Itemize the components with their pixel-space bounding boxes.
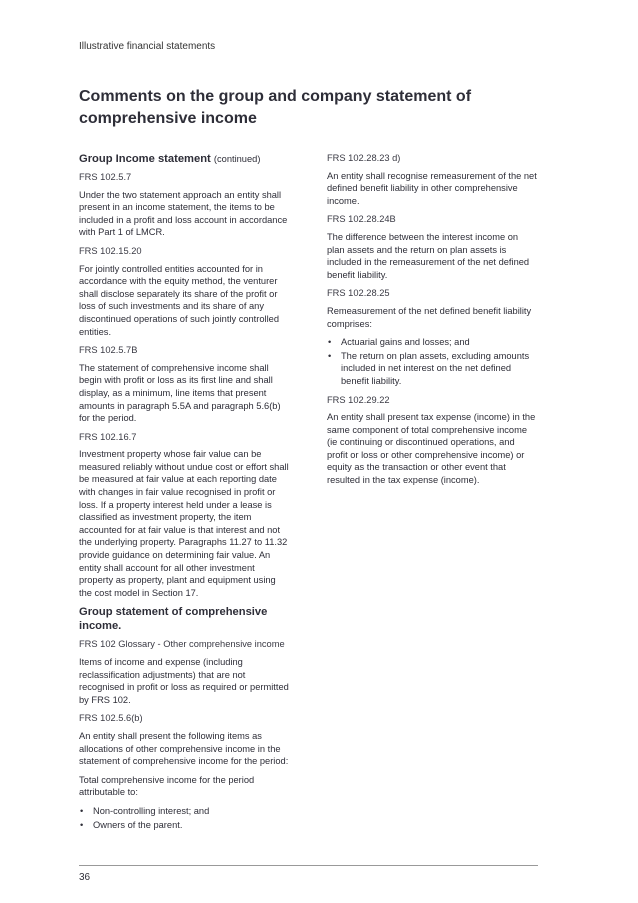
- frs-reference: FRS 102.5.7: [79, 172, 132, 182]
- list-item: • Actuarial gains and losses; and: [327, 336, 537, 349]
- list-item: • The return on plan assets, excluding amounts included in net interest on the net defined benefit liability.: [327, 350, 537, 388]
- paragraph: Items of income and expense (including reclassification adjustments) that are not recognised in profit or loss as required or permitted by FRS 102.: [79, 657, 289, 705]
- section-heading-comprehensive-income: Group statement of comprehensive income.: [79, 606, 268, 633]
- frs-reference: FRS 102.15.20: [79, 245, 142, 256]
- frs-reference: FRS 102.29.22: [327, 394, 390, 405]
- list-item: • Owners of the parent.: [79, 819, 289, 832]
- page-title: Comments on the group and company statement of comprehensive income: [79, 88, 472, 127]
- section-heading-income-statement: [79, 152, 289, 166]
- bullet-list: [79, 805, 289, 831]
- right-column: [327, 152, 537, 493]
- frs-reference: FRS 102.5.7B: [79, 345, 138, 356]
- frs-reference: FRS 102.5.6(b): [79, 713, 143, 724]
- frs-reference: FRS 102.28.25: [327, 288, 390, 299]
- frs-reference: FRS 102.28.24B: [327, 214, 396, 225]
- paragraph: Total comprehensive income for the period attributable to:: [79, 774, 255, 798]
- paragraph: The statement of comprehensive income shall begin with profit or loss as its first line and shall display, as a minimum, line items that present amounts in paragraph 5.5A and paragraph 5.6(b) for the period.: [79, 362, 281, 424]
- running-header: Illustrative financial statements: [79, 41, 216, 52]
- footer-divider: [79, 865, 538, 866]
- frs-reference: FRS 102.28.23 d): [327, 153, 401, 163]
- paragraph: Investment property whose fair value can be measured reliably without undue cost or effort shall be measured at fair value at each reporting date with changes in fair value recognised in profit or loss. If a property interest held under a lease is classified as investment property, the item accounted for at fair value is that interest and not the underlying property. Paragraphs 11.27 to 11.32 provide guidance on determining fair value. An entity shall account for all other investment property as property, plant and equipment using the cost model in Section 17.: [79, 449, 289, 598]
- paragraph: Remeasurement of the net defined benefit liability comprises:: [327, 305, 532, 329]
- frs-reference: FRS 102 Glossary - Other comprehensive income: [79, 639, 285, 650]
- paragraph: Under the two statement approach an entity shall present in an income statement, the items to be included in a profit and loss account in accordance with Part 1 of LMCR.: [79, 189, 288, 238]
- bullet-list: [327, 336, 537, 387]
- paragraph: For jointly controlled entities accounted for in accordance with the equity method, the venturer shall disclose separately its share of the profit or loss of such investments and its share of any discontinued operations of such jointly controlled entities.: [79, 263, 280, 337]
- left-column: [79, 152, 289, 837]
- paragraph: An entity shall present tax expense (income) in the same component of total comprehensive income (ie continuing or discontinued operations, and profit or loss or other comprehensive income) or equity as the transaction or other event that resulted in the tax expense (income).: [327, 412, 536, 486]
- frs-reference: FRS 102.16.7: [79, 431, 137, 442]
- page-number: 36: [79, 872, 91, 883]
- paragraph: An entity shall present the following items as allocations of other comprehensive income in the statement of comprehensive income for the period:: [79, 730, 289, 767]
- paragraph: An entity shall recognise remeasurement of the net defined benefit liability in other comprehensive income.: [327, 170, 537, 206]
- heading-text: Group Income statement: [79, 153, 211, 165]
- heading-continued: (continued): [213, 154, 261, 164]
- paragraph: The difference between the interest income on plan assets and the return on plan assets is included in the remeasurement of the net defined benefit liability.: [327, 231, 530, 280]
- list-item: • Non-controlling interest; and: [79, 805, 289, 818]
